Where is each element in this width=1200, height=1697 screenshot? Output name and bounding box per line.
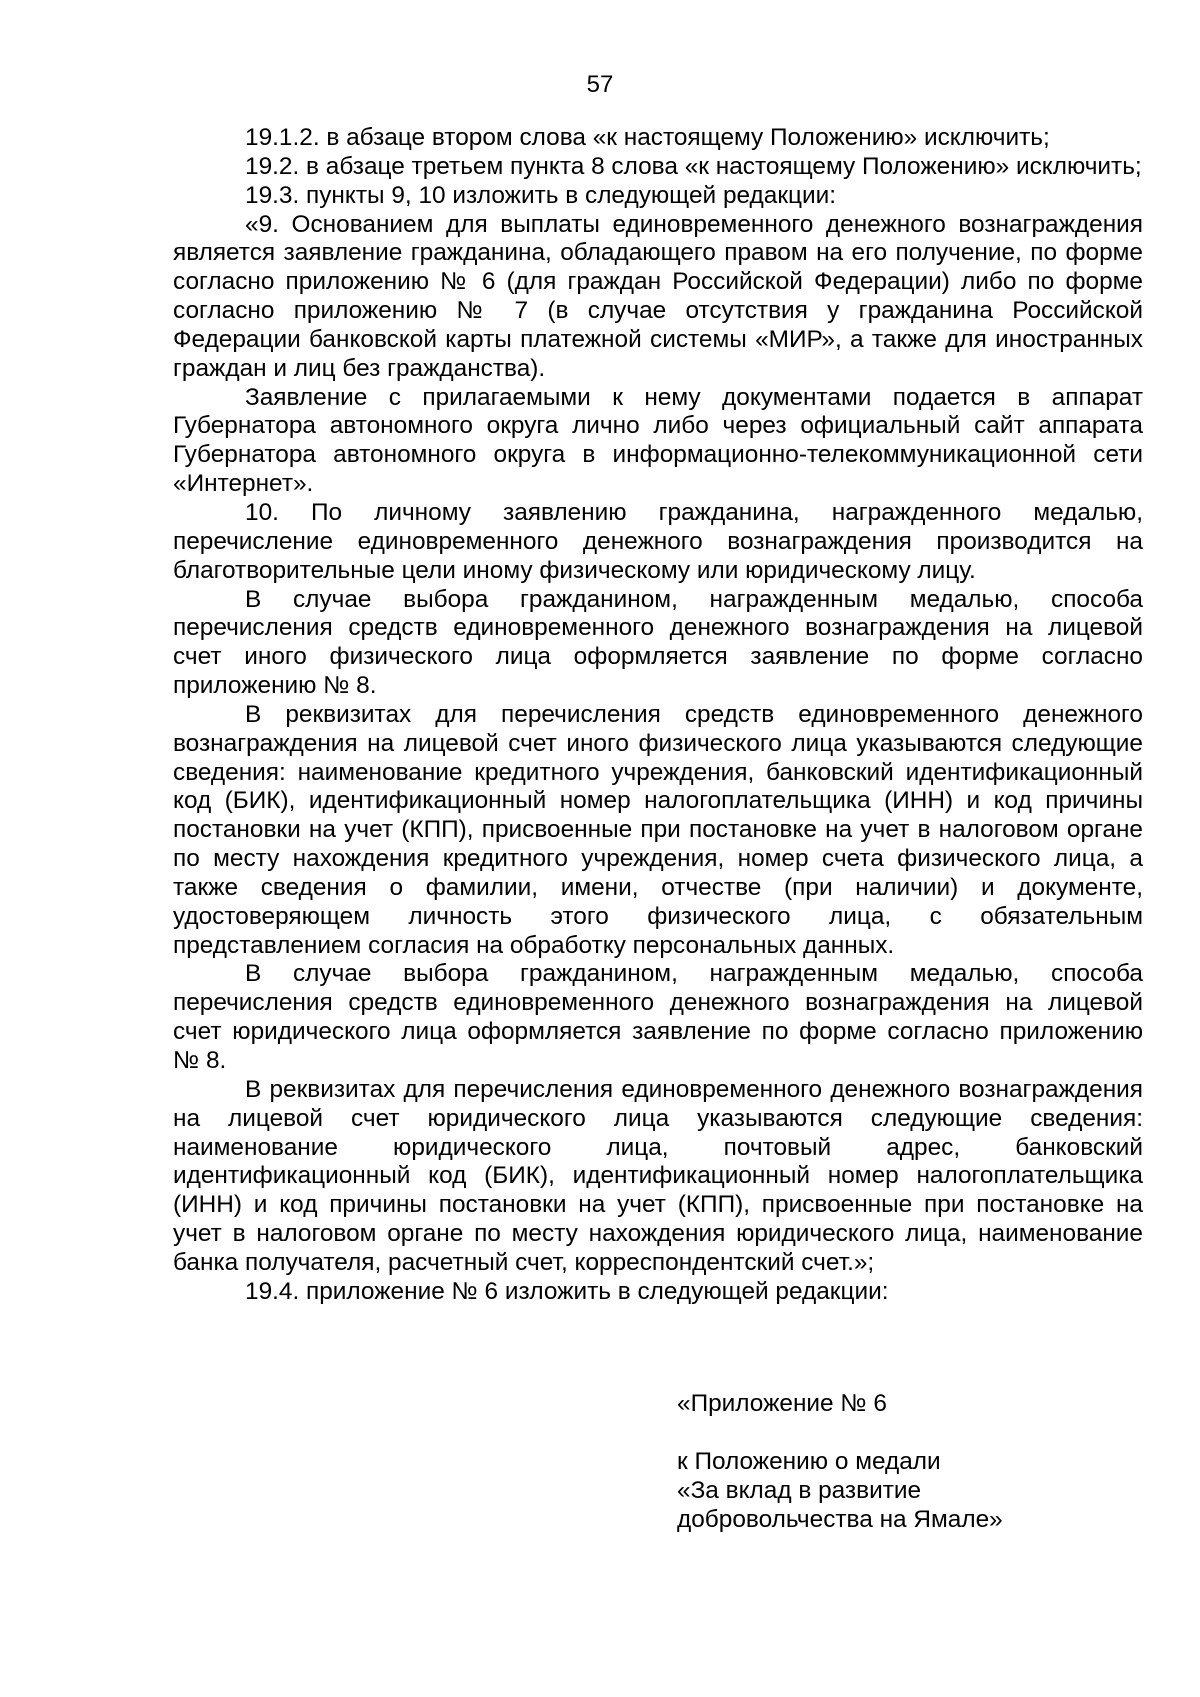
appendix-reference — [677, 1448, 1003, 1535]
paragraph-19-4: 19.4. приложение № 6 изложить в следующей редакции: — [245, 1277, 889, 1305]
appendix-ref-line-3: добровольчества на Ямале» — [677, 1505, 1003, 1533]
appendix-ref-line-1: к Положению о медали — [677, 1448, 941, 1475]
paragraph-legal-entity-account: В случае выбора гражданином, награжденным медалью, способа перечисления средств единовременного денежного вознаграждения на лицевой счет юридического лица оформляется заявление по форме согласно приложению № 8. — [173, 960, 1143, 1074]
paragraph-legal-entity-requisites: В реквизитах для перечисления единовременного денежного вознаграждения на лицевой счет юридического лица указываются следующие сведения: наименование юридического лица, почтовый адрес, банковский идентификационный код (БИК), идентификационный номер налогоплательщика (ИНН) и код причины постановки на учет (КПП), присвоенные при постановке на учет в налоговом органе по месту нахождения юридического лица, наименование банка получателя, расчетный счет, корреспондентский счет.»; — [173, 1075, 1143, 1276]
appendix-title — [677, 1390, 887, 1419]
paragraph-19-1-2: 19.1.2. в абзаце втором слова «к настоящему Положению» исключить; — [245, 124, 1050, 151]
document-body — [173, 124, 1143, 1307]
paragraph-individual-requisites: В реквизитах для перечисления средств единовременного денежного вознаграждения на лицевой счет иного физического лица указываются следующие сведения: наименование кредитного учреждения, банковский идентификационный код (БИК), идентификационный номер налогоплательщика (ИНН) и код причины постановки на учет (КПП), присвоенные при постановке на учет в налоговом органе по месту нахождения кредитного учреждения, номер счета физического лица, а также сведения о фамилии, имени, отчестве (при наличии) и документе, удостоверяющем личность этого физического лица, с обязательным представлением согласия на обработку персональных данных. — [173, 700, 1143, 959]
paragraph-item-10: 10. По личному заявлению гражданина, награжденного медалью, перечисление единовременного денежного вознаграждения производится на благотворительные цели иному физическому или юридическому лицу. — [173, 498, 1143, 584]
appendix-ref-line-2: «За вклад в развитие — [677, 1476, 922, 1504]
paragraph-individual-account: В случае выбора гражданином, награжденным медалью, способа перечисления средств единовременного денежного вознаграждения на лицевой счет иного физического лица оформляется заявление по форме согласно приложению № 8. — [173, 585, 1143, 700]
page-number: 57 — [586, 71, 614, 98]
paragraph-19-3: 19.3. пункты 9, 10 изложить в следующей редакции: — [245, 181, 836, 209]
paragraph-application-submission: Заявление с прилагаемыми к нему документами подается в аппарат Губернатора автономного округа лично либо через официальный сайт аппарата Губернатора автономного округа в информационно-телекоммуникационной сети «Интернет». — [173, 383, 1143, 498]
appendix-title-line: «Приложение № 6 — [677, 1390, 887, 1417]
paragraph-19-2: 19.2. в абзаце третьем пункта 8 слова «к настоящему Положению» исключить; — [245, 152, 1142, 180]
paragraph-item-9: «9. Основанием для выплаты единовременного денежного вознаграждения является заявление гражданина, обладающего правом на его получение, по форме согласно приложению № 6 (для граждан Российской Федерации) либо по форме согласно приложению № 7 (в случае отсутствия у гражданина Российской Федерации банковской карты платежной системы «МИР», а также для иностранных граждан и лиц без гражданства). — [173, 210, 1143, 382]
